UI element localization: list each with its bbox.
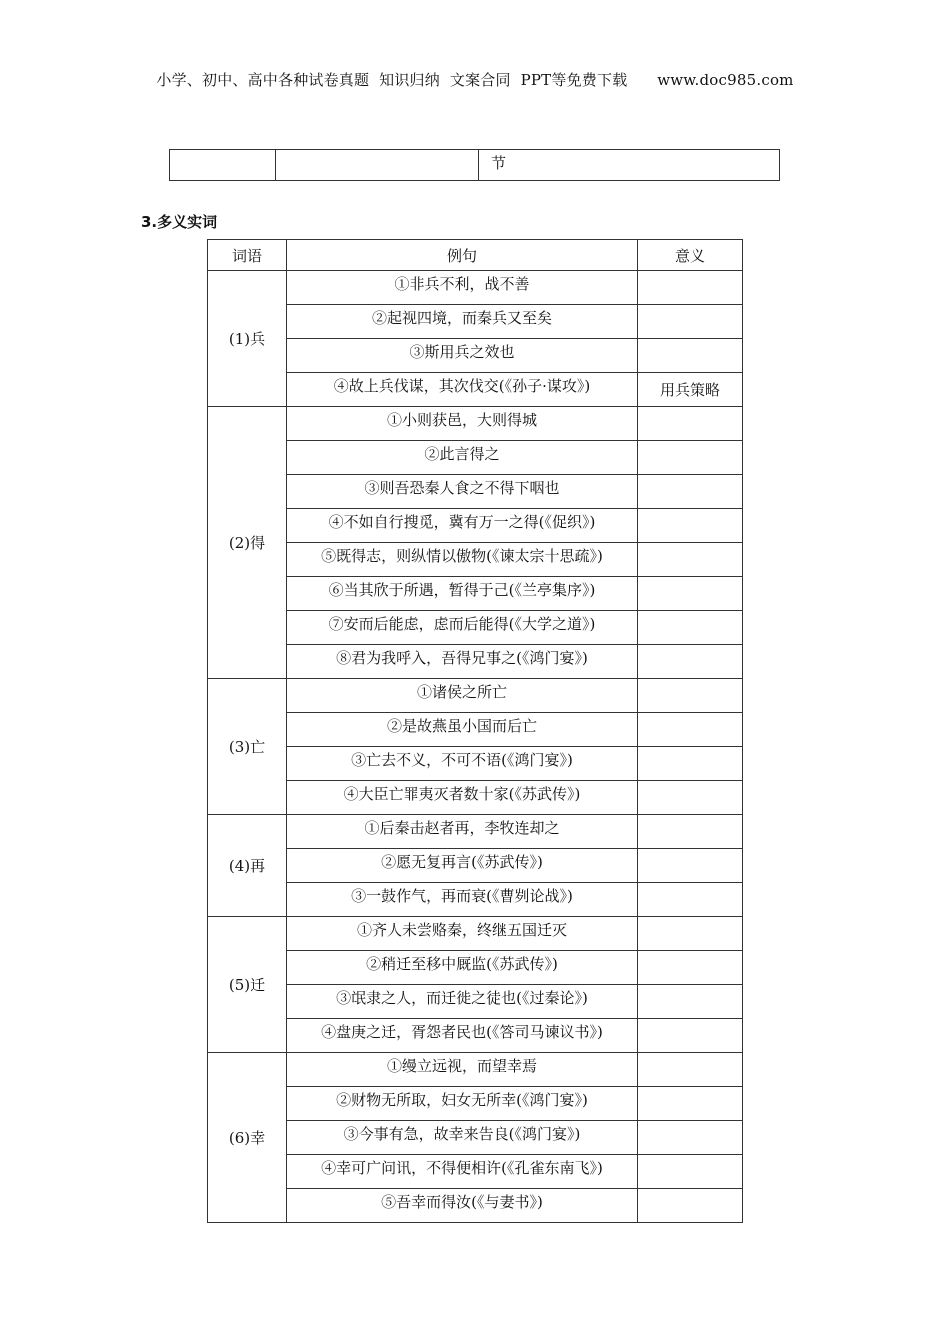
- meaning-cell: [638, 1053, 743, 1087]
- example-cell: [287, 985, 638, 1019]
- example-cell: [287, 407, 638, 441]
- table-row: [208, 543, 743, 577]
- meaning-cell: [638, 509, 743, 543]
- example-cell: [287, 1189, 638, 1223]
- table-row: [170, 150, 780, 181]
- table-row: [208, 849, 743, 883]
- example-sentence: ②愿无复再言(《苏武传》): [381, 853, 543, 871]
- example-cell: [287, 305, 638, 339]
- example-sentence: ①小则获邑，大则得城: [386, 411, 537, 429]
- example-cell: [287, 509, 638, 543]
- example-sentence: ③斯用兵之效也: [409, 343, 515, 361]
- meaning-cell: [638, 305, 743, 339]
- example-cell: [287, 1155, 638, 1189]
- example-sentence: ①非兵不利，战不善: [394, 275, 530, 293]
- continued-table: [169, 149, 780, 181]
- example-cell: [287, 883, 638, 917]
- table-row: [208, 611, 743, 645]
- meaning-cell: [638, 1087, 743, 1121]
- meaning-cell: [638, 679, 743, 713]
- meaning-cell: [638, 815, 743, 849]
- example-sentence: ④故上兵伐谋，其次伐交(《孙子·谋攻》): [333, 377, 591, 395]
- example-cell: [287, 951, 638, 985]
- example-sentence: ①后秦击赵者再，李牧连却之: [364, 819, 560, 837]
- meaning-cell: [638, 407, 743, 441]
- example-sentence: ④幸可广问讯，不得便相许(《孔雀东南飞》): [321, 1159, 603, 1177]
- meaning-cell: [638, 951, 743, 985]
- example-sentence: ③一鼓作气，再而衰(《曹刿论战》): [351, 887, 573, 905]
- example-sentence: ②稍迁至移中厩监(《苏武传》): [366, 955, 558, 973]
- meaning-cell: [638, 1189, 743, 1223]
- table-row: [208, 985, 743, 1019]
- meaning-cell: [638, 1121, 743, 1155]
- table-row: [208, 883, 743, 917]
- table-row: [208, 815, 743, 849]
- meaning-cell: [638, 645, 743, 679]
- example-cell: [287, 339, 638, 373]
- example-cell: [287, 645, 638, 679]
- table-row: [208, 509, 743, 543]
- example-cell: [287, 271, 638, 305]
- example-cell: [287, 611, 638, 645]
- table-cell: 节: [479, 150, 780, 181]
- table-row: [208, 645, 743, 679]
- header-meaning: 意义: [638, 240, 743, 271]
- meaning-cell: [638, 849, 743, 883]
- table-row: [208, 339, 743, 373]
- example-cell: [287, 441, 638, 475]
- page-header: 小学、初中、高中各种试卷真题 知识归纳 文案合同 PPT等免费下载 www.doc985.com: [156, 71, 794, 89]
- table-row: [208, 1189, 743, 1223]
- meaning-cell: [638, 781, 743, 815]
- table-row: [208, 441, 743, 475]
- example-sentence: ⑤吾幸而得汝(《与妻书》): [381, 1193, 543, 1211]
- table-row: [208, 305, 743, 339]
- example-sentence: ④大臣亡罪夷灭者数十家(《苏武传》): [343, 785, 581, 803]
- table-header-row: [208, 240, 743, 271]
- example-cell: [287, 543, 638, 577]
- table-row: [208, 713, 743, 747]
- word-cell: (4)再: [208, 815, 287, 917]
- word-cell: (3)亡: [208, 679, 287, 815]
- table-row: [208, 747, 743, 781]
- example-cell: [287, 747, 638, 781]
- example-cell: [287, 917, 638, 951]
- example-sentence: ④不如自行搜觅，冀有万一之得(《促织》): [328, 513, 596, 531]
- example-sentence: ③今事有急，故幸来告良(《鸿门宴》): [343, 1125, 581, 1143]
- table-row: [208, 679, 743, 713]
- meaning-cell: [638, 611, 743, 645]
- example-sentence: ②此言得之: [424, 445, 500, 463]
- example-sentence: ⑥当其欣于所遇，暂得于己(《兰亭集序》): [328, 581, 596, 599]
- table-row: [208, 917, 743, 951]
- meaning-cell: [638, 475, 743, 509]
- example-sentence: ①齐人未尝赂秦，终继五国迁灭: [356, 921, 567, 939]
- vocabulary-table: [207, 239, 743, 1223]
- meaning-cell: [638, 713, 743, 747]
- table-row: [208, 781, 743, 815]
- meaning-cell: [638, 271, 743, 305]
- meaning-cell: [638, 883, 743, 917]
- meaning-cell: [638, 1155, 743, 1189]
- example-sentence: ③氓隶之人，而迁徙之徒也(《过秦论》): [336, 989, 588, 1007]
- header-example: 例句: [287, 240, 638, 271]
- example-cell: [287, 713, 638, 747]
- example-sentence: ④盘庚之迁，胥怨者民也(《答司马谏议书》): [321, 1023, 603, 1041]
- table-row: [208, 1053, 743, 1087]
- table-cell: [170, 150, 276, 181]
- word-cell: (1)兵: [208, 271, 287, 407]
- example-cell: [287, 815, 638, 849]
- meaning-cell: [638, 985, 743, 1019]
- example-cell: [287, 577, 638, 611]
- table-row: [208, 271, 743, 305]
- example-cell: [287, 1121, 638, 1155]
- word-cell: (2)得: [208, 407, 287, 679]
- table-row: [208, 1019, 743, 1053]
- example-cell: [287, 1087, 638, 1121]
- meaning-cell: 用兵策略: [638, 373, 743, 407]
- example-cell: [287, 475, 638, 509]
- meaning-cell: [638, 747, 743, 781]
- example-cell: [287, 1053, 638, 1087]
- meaning-cell: [638, 577, 743, 611]
- word-cell: (6)幸: [208, 1053, 287, 1223]
- example-sentence: ③则吾恐秦人食之不得下咽也: [364, 479, 560, 497]
- meaning-cell: [638, 339, 743, 373]
- example-cell: [287, 1019, 638, 1053]
- example-cell: [287, 679, 638, 713]
- table-row: [208, 373, 743, 407]
- meaning-cell: [638, 441, 743, 475]
- example-sentence: ②起视四境，而秦兵又至矣: [371, 309, 552, 327]
- table-row: [208, 475, 743, 509]
- table-row: [208, 1121, 743, 1155]
- table-row: [208, 577, 743, 611]
- example-sentence: ②是故燕虽小国而后亡: [386, 717, 537, 735]
- meaning-cell: [638, 917, 743, 951]
- example-cell: [287, 373, 638, 407]
- table-row: [208, 1087, 743, 1121]
- table-row: [208, 1155, 743, 1189]
- example-sentence: ②财物无所取，妇女无所幸(《鸿门宴》): [336, 1091, 588, 1109]
- header-word: 词语: [208, 240, 287, 271]
- example-cell: [287, 781, 638, 815]
- example-sentence: ⑧君为我呼入，吾得兄事之(《鸿门宴》): [336, 649, 588, 667]
- example-sentence: ⑦安而后能虑，虑而后能得(《大学之道》): [328, 615, 596, 633]
- meaning-cell: [638, 543, 743, 577]
- example-sentence: ③亡去不义，不可不语(《鸿门宴》): [351, 751, 573, 769]
- table-cell: [276, 150, 479, 181]
- table-row: [208, 407, 743, 441]
- example-sentence: ①诸侯之所亡: [416, 683, 507, 701]
- example-sentence: ⑤既得志，则纵情以傲物(《谏太宗十思疏》): [321, 547, 603, 565]
- example-sentence: ①缦立远视，而望幸焉: [386, 1057, 537, 1075]
- table-row: [208, 951, 743, 985]
- example-cell: [287, 849, 638, 883]
- word-cell: (5)迁: [208, 917, 287, 1053]
- section-title: 3.多义实词: [141, 213, 218, 231]
- meaning-cell: [638, 1019, 743, 1053]
